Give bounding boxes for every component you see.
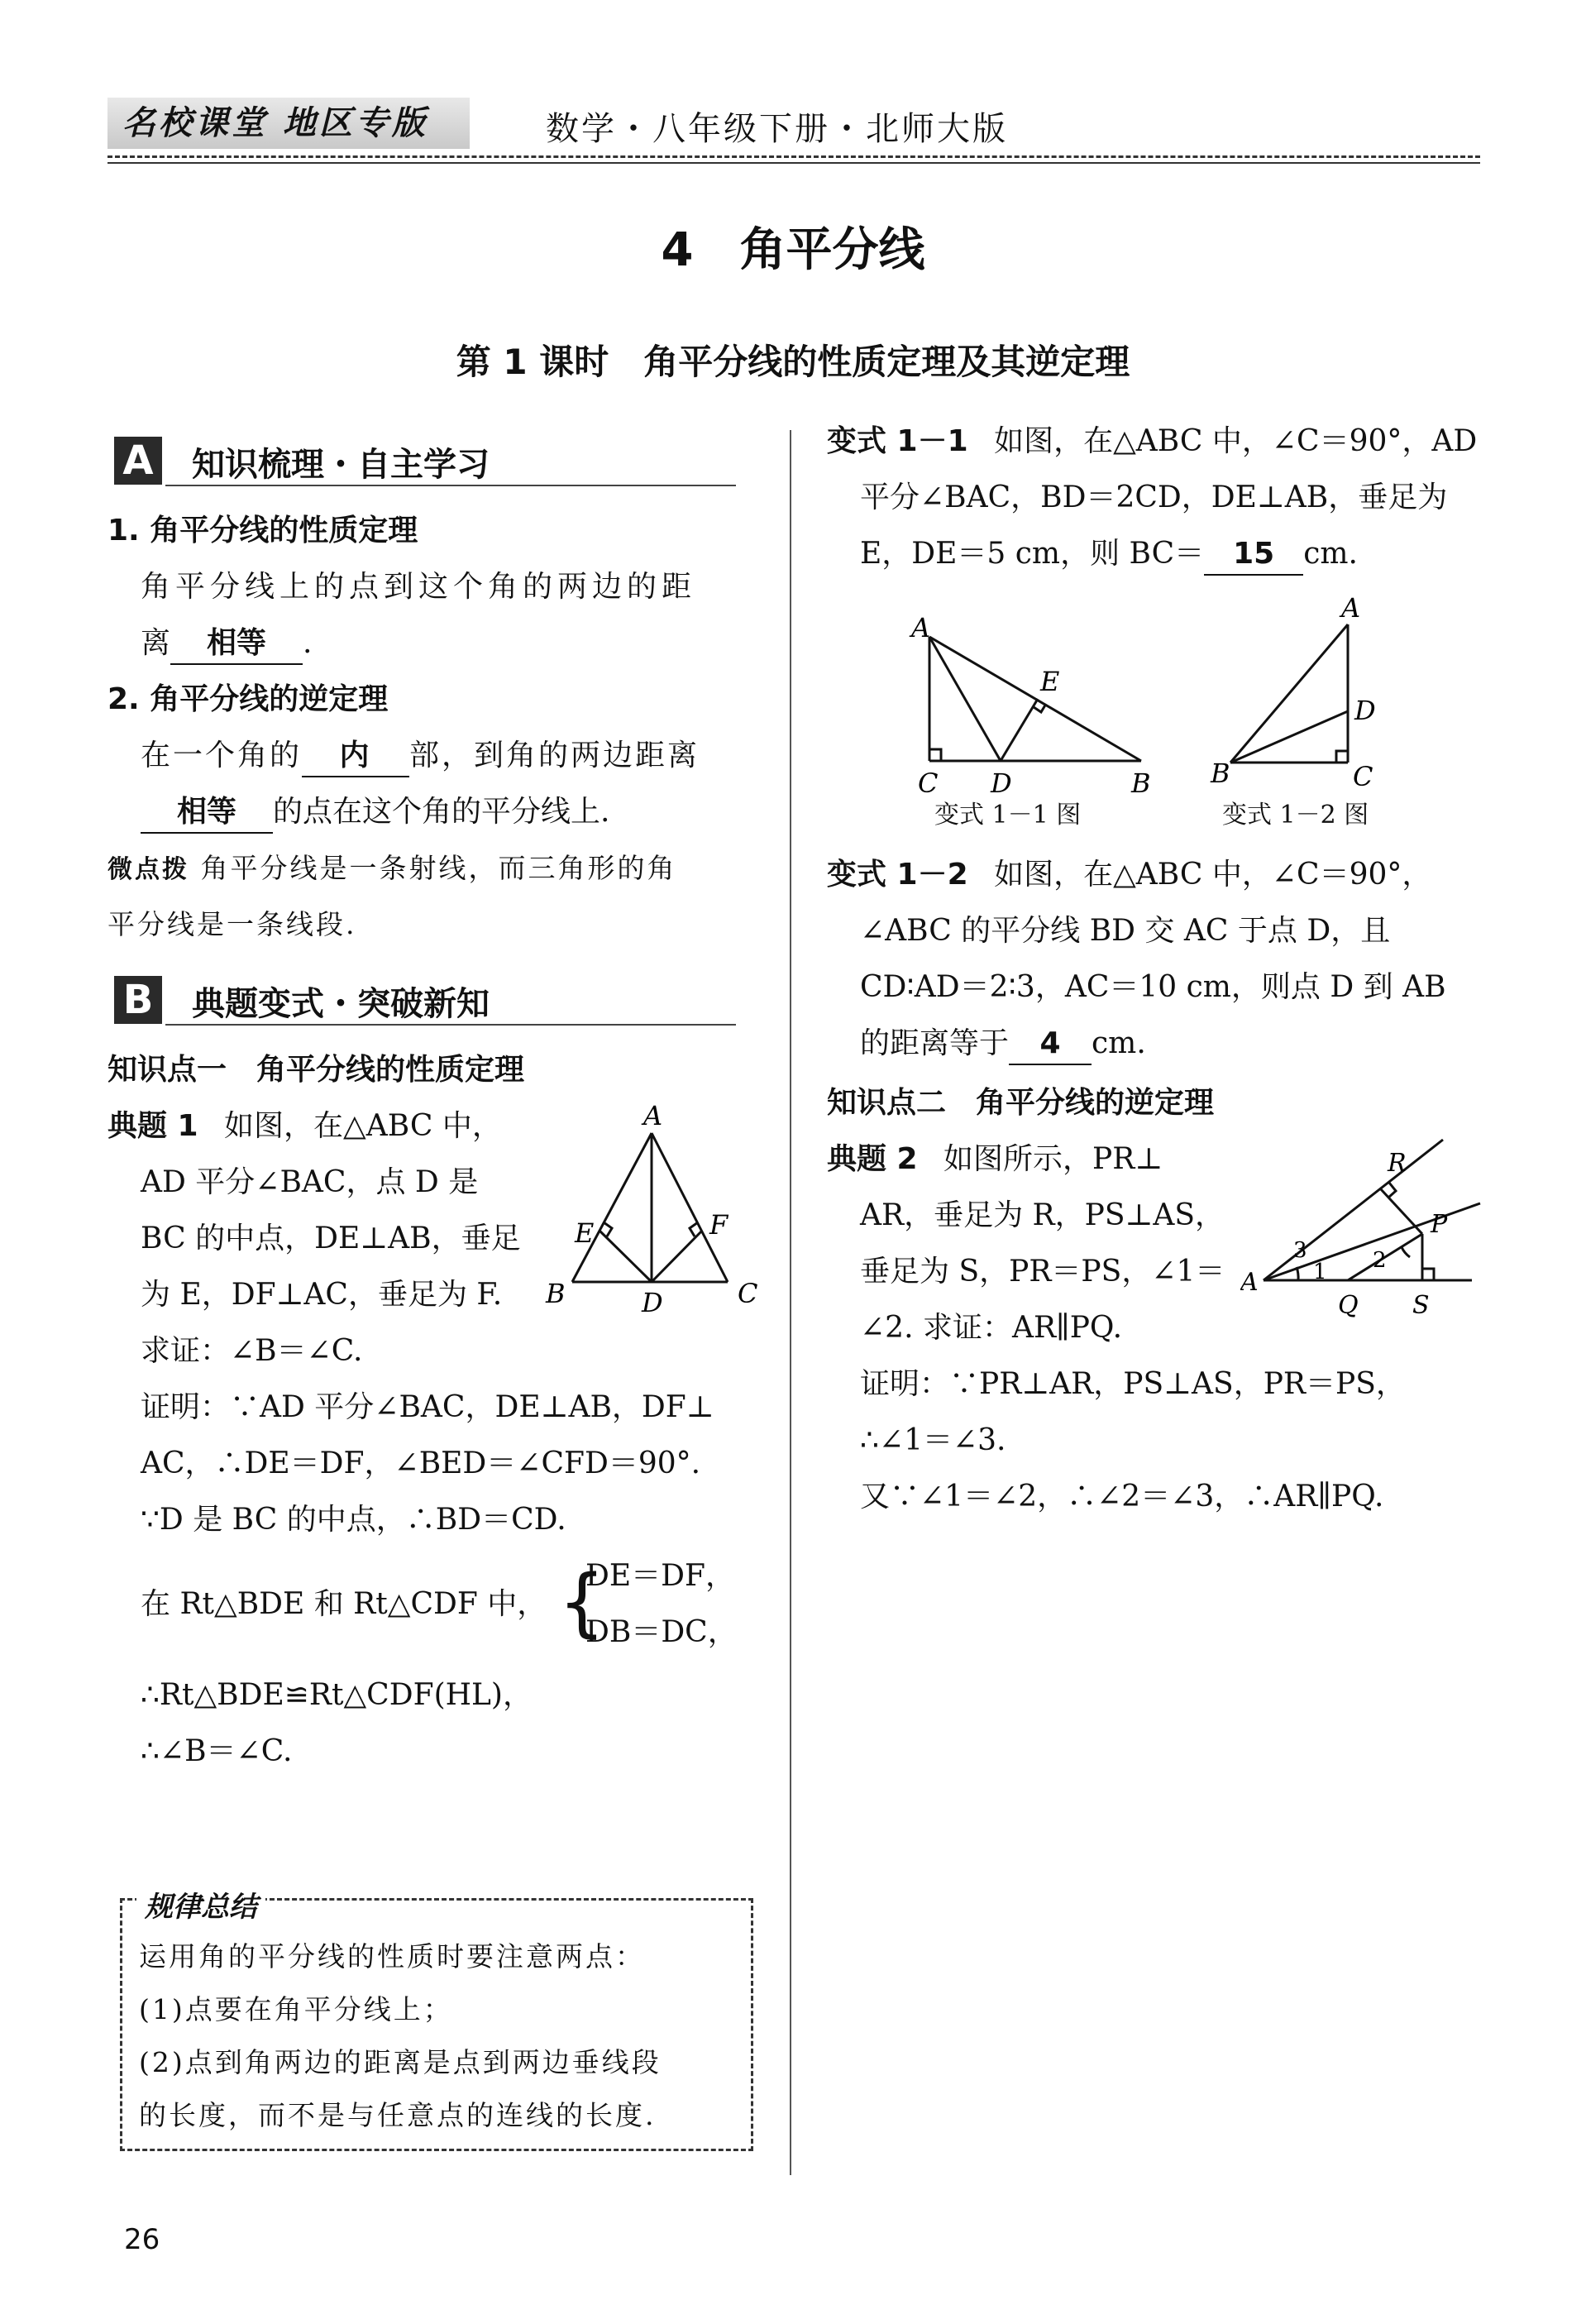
example2-text-1: AR，垂足为 R，PS⊥AS， — [860, 1198, 1225, 1232]
label-P: P — [1431, 1210, 1448, 1239]
seg-AC — [652, 1133, 728, 1282]
label-S: S — [1412, 1291, 1430, 1320]
section-b-underline — [165, 1024, 736, 1026]
label-B: B — [546, 1278, 566, 1309]
section-b-badge: B — [114, 976, 162, 1024]
header-divider-solid — [107, 162, 1480, 164]
example1-line1 — [107, 1098, 502, 1155]
figure12-caption: 变式 1－2 图 — [1222, 801, 1369, 830]
item2-mid: 部，到角的两边距离 — [409, 739, 700, 772]
variant11-line3 — [860, 526, 1358, 582]
section-a-underline — [165, 485, 736, 486]
chapter-title: 4 角平分线 — [661, 223, 925, 277]
example2-text-2: 垂足为 S，PR＝PS，∠1＝ — [860, 1255, 1225, 1289]
label-Q: Q — [1338, 1291, 1359, 1320]
variant11-post: cm. — [1303, 537, 1358, 571]
lesson-title: 第 1 课时 角平分线的性质定理及其逆定理 — [456, 342, 1130, 382]
item1-line1: 角平分线上的点到这个角的两边的距 — [141, 570, 697, 604]
variant12-answer-blank: 4 — [1009, 1024, 1092, 1065]
seg-AB — [1230, 624, 1348, 763]
seg-AD — [929, 637, 1001, 761]
proof1-congruence: ∴Rt△BDE≌Rt△CDF(HL)， — [141, 1678, 533, 1712]
variant11-text-2: 平分∠BAC，BD＝2CD，DE⊥AB，垂足为 — [860, 481, 1448, 514]
item2-answer-blank-1: 内 — [302, 736, 409, 777]
label-D: D — [991, 767, 1012, 799]
section-a-title: 知识梳理・自主学习 — [192, 446, 490, 484]
variant11-pre: E，DE＝5 cm，则 BC＝ — [860, 537, 1205, 571]
example1-label: 典题 1 — [107, 1109, 198, 1143]
label-D: D — [1354, 695, 1376, 726]
item2-answer-blank-2: 相等 — [141, 792, 273, 834]
item1-line2 — [141, 615, 312, 672]
label-E: E — [575, 1217, 595, 1249]
example2-figure — [1240, 1125, 1488, 1323]
variant12-line1 — [827, 847, 1431, 903]
proof2-line2: ∴∠1＝∠3. — [860, 1423, 1006, 1457]
right-angle-C — [1336, 751, 1348, 763]
seg-DF — [652, 1231, 702, 1282]
example2-line1 — [827, 1131, 1163, 1188]
proof2-line3: 又∵∠1＝∠2，∴∠2＝∠3，∴AR∥PQ. — [860, 1480, 1384, 1513]
right-angle-S — [1422, 1269, 1434, 1280]
book-title: 数学・八年级下册・北师大版 — [546, 110, 1008, 148]
example1-figure — [537, 1100, 769, 1323]
variant11-figure — [901, 612, 1166, 802]
variant12-pre: 的距离等于 — [860, 1026, 1010, 1060]
item2-post: 的点在这个角的平分线上. — [273, 795, 610, 829]
column-divider — [790, 430, 791, 2175]
variant12-figure — [1199, 587, 1397, 802]
example2-text-3: ∠2. 求证：AR∥PQ. — [860, 1311, 1123, 1345]
variant12-text-2: ∠ABC 的平分线 BD 交 AC 于点 D，且 — [860, 914, 1391, 948]
section-a-badge: A — [114, 437, 162, 485]
variant12-line4 — [860, 1016, 1146, 1072]
summary-title: 规律总结 — [136, 1884, 265, 1925]
example1-text-3: 为 E，DF⊥AC，垂足为 F. — [141, 1278, 503, 1312]
tip-line1 — [107, 840, 677, 898]
seg-BD — [1230, 711, 1348, 763]
summary-line-4: 的长度，而不是与任意点的连线的长度. — [139, 2099, 657, 2131]
knowledge-point-1: 知识点一 角平分线的性质定理 — [107, 1053, 525, 1087]
label-F: F — [709, 1209, 729, 1241]
example1-text-0: 如图，在△ABC 中， — [224, 1109, 502, 1143]
ray-AR — [1264, 1140, 1443, 1280]
example2-text-0: 如图所示，PR⊥ — [943, 1142, 1163, 1176]
variant11-label: 变式 1－1 — [827, 424, 968, 458]
proof2-line1: 证明：∵PR⊥AR，PS⊥AS，PR＝PS， — [860, 1367, 1406, 1401]
figure11-caption: 变式 1－1 图 — [934, 801, 1082, 830]
variant12-text-3: CD∶AD＝2∶3，AC＝10 cm，则点 D 到 AB — [860, 970, 1446, 1004]
proof1-line3: ∵D 是 BC 的中点，∴BD＝CD. — [141, 1503, 566, 1537]
variant12-label: 变式 1－2 — [827, 858, 968, 892]
item2-line2 — [141, 784, 609, 840]
angle-arc-2 — [1402, 1247, 1410, 1257]
label-angle-3: 3 — [1293, 1238, 1307, 1263]
proof1-rt-intro: 在 Rt△BDE 和 Rt△CDF 中， — [141, 1587, 547, 1621]
section-b-title: 典题变式・突破新知 — [192, 985, 490, 1023]
variant11-text-1: 如图，在△ABC 中，∠C＝90°，AD — [994, 424, 1478, 458]
label-angle-2: 2 — [1373, 1248, 1387, 1273]
right-angle-E — [1034, 704, 1046, 712]
header-divider — [107, 155, 1480, 158]
proof1-conclusion: ∴∠B＝∠C. — [141, 1734, 293, 1768]
seg-DE — [600, 1231, 652, 1282]
item1-pre: 离 — [141, 626, 171, 660]
proof1-system-2: DB＝DC， — [585, 1615, 738, 1649]
label-R: R — [1388, 1149, 1407, 1178]
label-A: A — [911, 612, 931, 643]
seg-AB — [572, 1133, 652, 1282]
label-C: C — [918, 767, 939, 799]
seg-AB — [929, 637, 1141, 761]
label-C: C — [738, 1278, 758, 1309]
proof1-line2: AC，∴DE＝DF，∠BED＝∠CFD＝90°. — [141, 1447, 701, 1480]
summary-line-2: (1)点要在角平分线上； — [139, 1993, 453, 2025]
variant12-text-1: 如图，在△ABC 中，∠C＝90°， — [994, 858, 1432, 892]
example2-label: 典题 2 — [827, 1142, 918, 1176]
item2-title: 2. 角平分线的逆定理 — [107, 682, 389, 716]
item2-pre: 在一个角的 — [141, 739, 303, 772]
item1-post: . — [303, 626, 313, 660]
right-angle-F — [690, 1222, 698, 1236]
label-angle-1: 1 — [1313, 1260, 1327, 1284]
tip-label: 微点拨 — [107, 855, 189, 884]
right-angle-C — [929, 749, 941, 761]
summary-line-1: 运用角的平分线的性质时要注意两点： — [139, 1940, 645, 1973]
item1-answer-blank: 相等 — [170, 624, 303, 665]
brace-icon: { — [558, 1559, 606, 1646]
summary-line-3: (2)点到角两边的距离是点到两边垂线段 — [139, 2046, 662, 2078]
variant11-line1 — [827, 414, 1477, 470]
label-A: A — [643, 1100, 663, 1131]
item1-title: 1. 角平分线的性质定理 — [107, 514, 418, 548]
label-C: C — [1353, 761, 1373, 792]
variant11-answer-blank: 15 — [1204, 534, 1303, 576]
label-D: D — [642, 1287, 663, 1318]
series-banner: 名校课堂 地区专版 — [107, 98, 470, 149]
example1-text-1: AD 平分∠BAC，点 D 是 — [141, 1165, 479, 1199]
seg-DE — [1001, 699, 1038, 761]
example1-text-4: 求证：∠B＝∠C. — [141, 1334, 363, 1368]
label-A: A — [1240, 1268, 1259, 1297]
page-number: 26 — [124, 2223, 160, 2256]
proof1-system-1: DE＝DF， — [585, 1559, 735, 1593]
proof1-line1: 证明：∵AD 平分∠BAC，DE⊥AB，DF⊥ — [141, 1390, 714, 1424]
variant12-post: cm. — [1092, 1026, 1146, 1060]
seg-RP — [1381, 1189, 1422, 1234]
example1-text-2: BC 的中点，DE⊥AB，垂足 — [141, 1222, 521, 1255]
label-E: E — [1040, 666, 1060, 697]
label-A: A — [1341, 592, 1361, 624]
item2-line1 — [141, 728, 700, 784]
knowledge-point-2: 知识点二 角平分线的逆定理 — [827, 1086, 1215, 1120]
label-B: B — [1131, 767, 1151, 799]
tip-line2: 平分线是一条线段. — [107, 908, 357, 940]
right-angle-R — [1388, 1183, 1396, 1198]
tip-text-1: 角平分线是一条射线，而三角形的角 — [200, 852, 677, 884]
label-B: B — [1211, 758, 1230, 789]
angle-arc-1 — [1297, 1267, 1298, 1280]
